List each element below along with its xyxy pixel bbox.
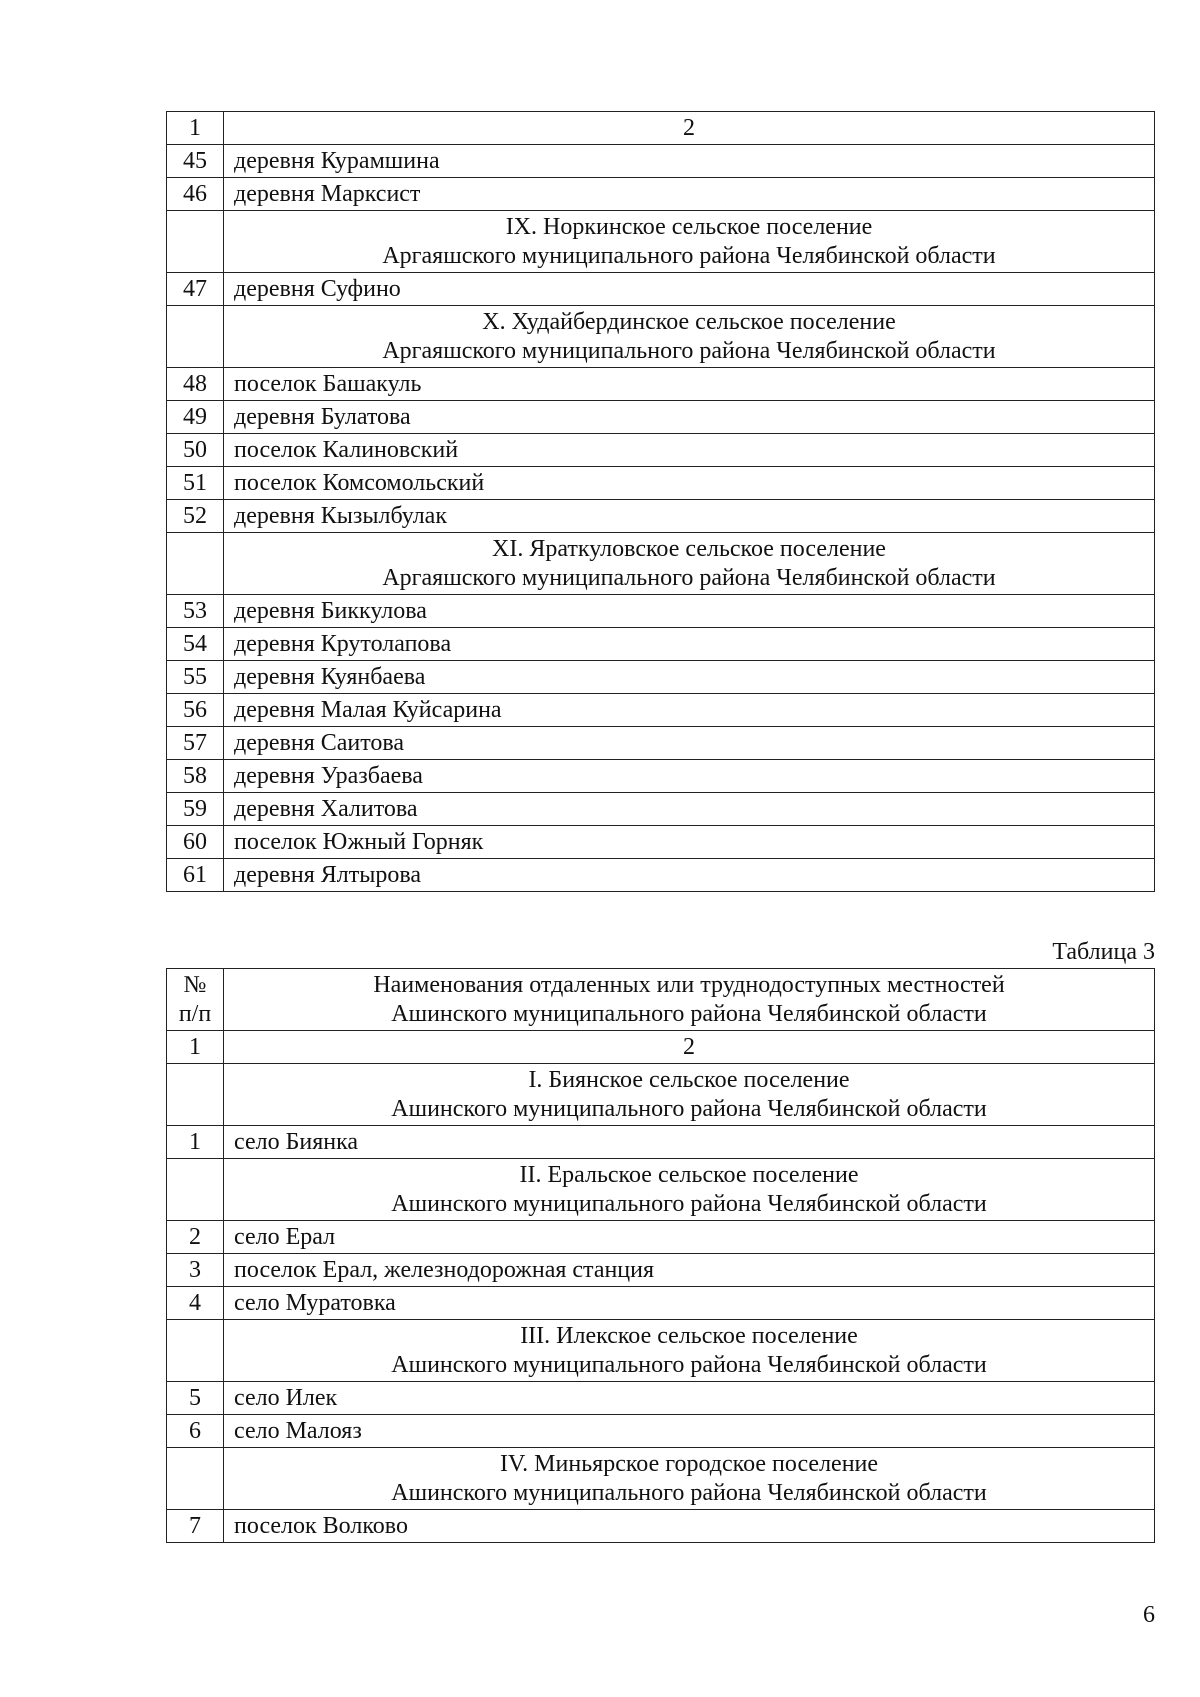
row-number: 46 [167, 178, 224, 211]
section-row [167, 1448, 1155, 1510]
locality-name: деревня Уразбаева [224, 760, 1155, 793]
header-number-cell [167, 969, 224, 1031]
row-number: 6 [167, 1415, 224, 1448]
table-header-row [167, 969, 1155, 1031]
row-number: 61 [167, 859, 224, 892]
section-title-line: Ашинского муниципального района Челябинской области [391, 1479, 987, 1506]
table-row [167, 500, 1155, 533]
locality-name: деревня Суфино [224, 273, 1155, 306]
row-number: 54 [167, 628, 224, 661]
row-number: 2 [167, 1221, 224, 1254]
section-row [167, 533, 1155, 595]
column-number-cell: 2 [224, 112, 1155, 145]
section-title-line: I. Биянское сельское поселение [528, 1066, 850, 1093]
table-row [167, 1382, 1155, 1415]
section-row [167, 211, 1155, 273]
locality-name: поселок Башакуль [224, 368, 1155, 401]
locality-name: деревня Марксист [224, 178, 1155, 211]
table-row [167, 760, 1155, 793]
locality-name: село Малояз [224, 1415, 1155, 1448]
table-row [167, 1415, 1155, 1448]
section-row [167, 1159, 1155, 1221]
row-number: 59 [167, 793, 224, 826]
empty-number-cell [167, 1448, 224, 1510]
section-title-line: IV. Миньярское городское поселение [499, 1450, 879, 1477]
row-number: 56 [167, 694, 224, 727]
section-title-cell [224, 306, 1155, 368]
locality-name: деревня Булатова [224, 401, 1155, 434]
section-title-line: Ашинского муниципального района Челябинской области [391, 1095, 987, 1122]
table-row [167, 628, 1155, 661]
column-number-row [167, 1031, 1155, 1064]
empty-number-cell [167, 211, 224, 273]
header-number-line: п/п [178, 1000, 212, 1027]
row-number: 7 [167, 1510, 224, 1543]
table-row [167, 434, 1155, 467]
locality-name: деревня Ялтырова [224, 859, 1155, 892]
table-row [167, 401, 1155, 434]
table-caption: Таблица 3 [1052, 939, 1155, 965]
table-row [167, 826, 1155, 859]
table-row [167, 1287, 1155, 1320]
header-title-line: Ашинского муниципального района Челябинской области [391, 1000, 987, 1027]
table-row [167, 467, 1155, 500]
section-title-cell [224, 1064, 1155, 1126]
settlements-table-body [167, 112, 1155, 892]
row-number: 47 [167, 273, 224, 306]
row-number: 53 [167, 595, 224, 628]
row-number: 57 [167, 727, 224, 760]
header-number-line: № [183, 971, 207, 998]
locality-name: деревня Куянбаева [224, 661, 1155, 694]
column-number-cell: 1 [167, 1031, 224, 1064]
section-title-line: Аргаяшского муниципального района Челябинской области [382, 242, 996, 269]
locality-name: поселок Южный Горняк [224, 826, 1155, 859]
row-number: 58 [167, 760, 224, 793]
column-number-row [167, 112, 1155, 145]
locality-name: поселок Калиновский [224, 434, 1155, 467]
section-row [167, 306, 1155, 368]
empty-number-cell [167, 306, 224, 368]
section-title-line: XI. Яраткуловское сельское поселение [492, 535, 886, 562]
section-title-line: Ашинского муниципального района Челябинской области [391, 1190, 987, 1217]
page-number: 6 [1143, 1602, 1155, 1628]
row-number: 3 [167, 1254, 224, 1287]
row-number: 51 [167, 467, 224, 500]
column-number-cell: 1 [167, 112, 224, 145]
section-title-line: X. Худайбердинское сельское поселение [482, 308, 896, 335]
settlements-table-continued [166, 111, 1155, 892]
locality-name: село Биянка [224, 1126, 1155, 1159]
row-number: 49 [167, 401, 224, 434]
table-row [167, 178, 1155, 211]
locality-name: деревня Курамшина [224, 145, 1155, 178]
empty-number-cell [167, 533, 224, 595]
section-title-cell [224, 1159, 1155, 1221]
row-number: 48 [167, 368, 224, 401]
section-title-cell [224, 211, 1155, 273]
remote-localities-table [166, 968, 1155, 1543]
locality-name: деревня Кызылбулак [224, 500, 1155, 533]
section-title-line: Аргаяшского муниципального района Челябинской области [382, 337, 996, 364]
table-row [167, 595, 1155, 628]
locality-name: деревня Биккулова [224, 595, 1155, 628]
locality-name: деревня Малая Куйсарина [224, 694, 1155, 727]
table-row [167, 859, 1155, 892]
row-number: 5 [167, 1382, 224, 1415]
row-number: 52 [167, 500, 224, 533]
header-title-cell [224, 969, 1155, 1031]
section-row [167, 1064, 1155, 1126]
table-row [167, 1221, 1155, 1254]
row-number: 4 [167, 1287, 224, 1320]
table-row [167, 793, 1155, 826]
empty-number-cell [167, 1159, 224, 1221]
section-title-line: Ашинского муниципального района Челябинской области [391, 1351, 987, 1378]
empty-number-cell [167, 1320, 224, 1382]
section-title-cell [224, 1448, 1155, 1510]
row-number: 60 [167, 826, 224, 859]
locality-name: деревня Халитова [224, 793, 1155, 826]
row-number: 55 [167, 661, 224, 694]
remote-localities-table-body [167, 969, 1155, 1543]
locality-name: деревня Крутолапова [224, 628, 1155, 661]
locality-name: село Ерал [224, 1221, 1155, 1254]
section-title-line: II. Еральское сельское поселение [519, 1161, 859, 1188]
locality-name: поселок Комсомольский [224, 467, 1155, 500]
table-row [167, 368, 1155, 401]
column-number-cell: 2 [224, 1031, 1155, 1064]
section-title-line: Аргаяшского муниципального района Челябинской области [382, 564, 996, 591]
empty-number-cell [167, 1064, 224, 1126]
locality-name: село Илек [224, 1382, 1155, 1415]
table-row [167, 1510, 1155, 1543]
row-number: 45 [167, 145, 224, 178]
table-row [167, 273, 1155, 306]
section-title-line: III. Илекское сельское поселение [520, 1322, 858, 1349]
table-row [167, 1126, 1155, 1159]
header-title-line: Наименования отдаленных или труднодоступных местностей [373, 971, 1005, 998]
table-row [167, 727, 1155, 760]
section-title-cell [224, 533, 1155, 595]
section-title-cell [224, 1320, 1155, 1382]
table-row [167, 661, 1155, 694]
locality-name: село Муратовка [224, 1287, 1155, 1320]
locality-name: деревня Саитова [224, 727, 1155, 760]
table-row [167, 694, 1155, 727]
table-row [167, 1254, 1155, 1287]
table-row [167, 145, 1155, 178]
locality-name: поселок Волково [224, 1510, 1155, 1543]
section-title-line: IX. Норкинское сельское поселение [505, 213, 873, 240]
row-number: 50 [167, 434, 224, 467]
section-row [167, 1320, 1155, 1382]
row-number: 1 [167, 1126, 224, 1159]
locality-name: поселок Ерал, железнодорожная станция [224, 1254, 1155, 1287]
